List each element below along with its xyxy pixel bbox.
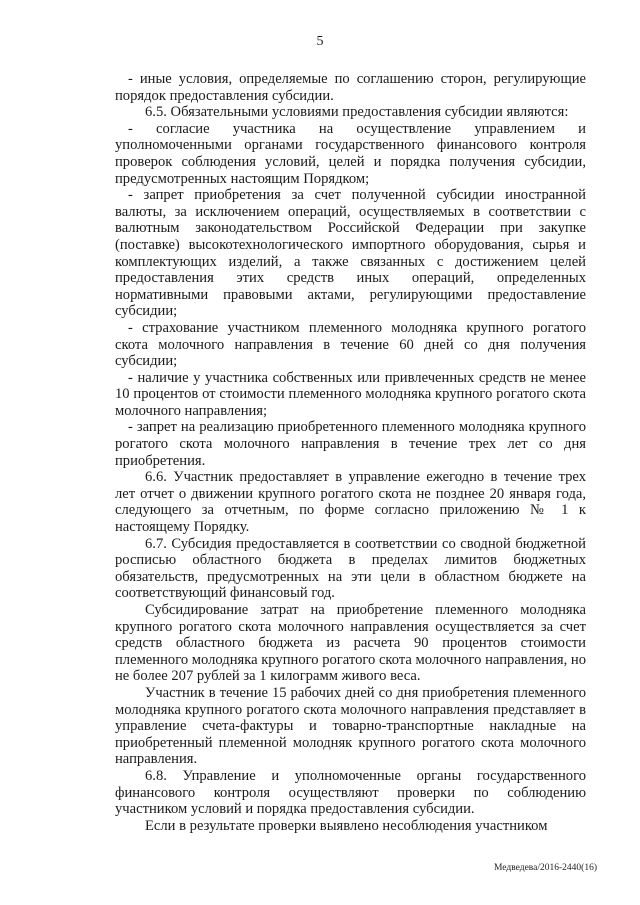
page-number: 5 — [316, 34, 324, 49]
paragraph-currency-ban: - запрет приобретения за счет полученной субсидии иностранной валюты, за исключением операций, осуществляемых в соответствии с валютным законодательством Российской Федерации при закупке (поставке) высокотехнологического импортного оборудования, сырья и комплектующих изделий, а также связанных с достижением целей предоставления этих средств иных операций, определенных нормативными правовыми актами, регулирующими предоставление субсидии; — [115, 187, 586, 320]
paragraph-participant-documents: Участник в течение 15 рабочих дней со дня приобретения племенного молодняка крупного рогатого скота молочного направления представляет в управление счета-фактуры и товарно-транспортные накладные на приобретенный племенной молодняк крупного рогатого скота молочного направления. — [115, 684, 586, 768]
paragraph-inspection-result: Если в результате проверки выявлено несоблюдения участником — [145, 817, 548, 834]
paragraph-6-7: 6.7. Субсидия предоставляется в соответствии со сводной бюджетной росписью областного бюджета в пределах лимитов бюджетных обязательств, предусмотренных на эти цели в областном бюджете на соответствующий финансовый год. — [115, 535, 586, 602]
paragraph-subsidy-rate: Субсидирование затрат на приобретение племенного молодняка крупного рогатого скота молочного направления осуществляется за счет средств областного бюджета из расчета 90 процентов стоимости племенного молодняка крупного рогатого скота молочного направления, но не более 207 рублей за 1 килограмм живого веса. — [115, 602, 586, 685]
paragraph-insurance: - страхование участником племенного молодняка крупного рогатого скота молочного направления в течение 60 дней со дня получения субсидии; — [115, 319, 586, 370]
paragraph-own-funds: - наличие у участника собственных или привлеченных средств не менее 10 процентов от стоимости племенного молодняка крупного рогатого скота молочного направления; — [115, 369, 586, 419]
paragraph-consent: - согласие участника на осуществление управлением и уполномоченными органами государственного финансового контроля проверок соблюдения условий, целей и порядка получения субсидии, предусмотренных настоящим Порядком; — [115, 120, 586, 187]
paragraph-6-6: 6.6. Участник предоставляет в управление ежегодно в течение трех лет отчет о движении крупного рогатого скота не позднее 20 января года, следующего за отчетным, по форме согласно приложению № 1 к настоящему Порядку. — [115, 469, 586, 536]
paragraph-sale-ban: - запрет на реализацию приобретенного племенного молодняка крупного рогатого скота молочного направления в течение трех лет со дня приобретения. — [115, 419, 586, 469]
paragraph-other-conditions: - иные условия, определяемые по соглашению сторон, регулирующие порядок предоставления субсидии. — [115, 71, 586, 104]
document-body — [115, 71, 586, 834]
paragraph-6-8: 6.8. Управление и уполномоченные органы государственного финансового контроля осуществляют проверки по соблюдению участником условий и порядка предоставления субсидии. — [115, 767, 586, 818]
document-code: Медведева/2016-2440(16) — [493, 863, 597, 873]
paragraph-6-5-heading: 6.5. Обязательными условиями предоставления субсидии являются: — [145, 104, 569, 121]
